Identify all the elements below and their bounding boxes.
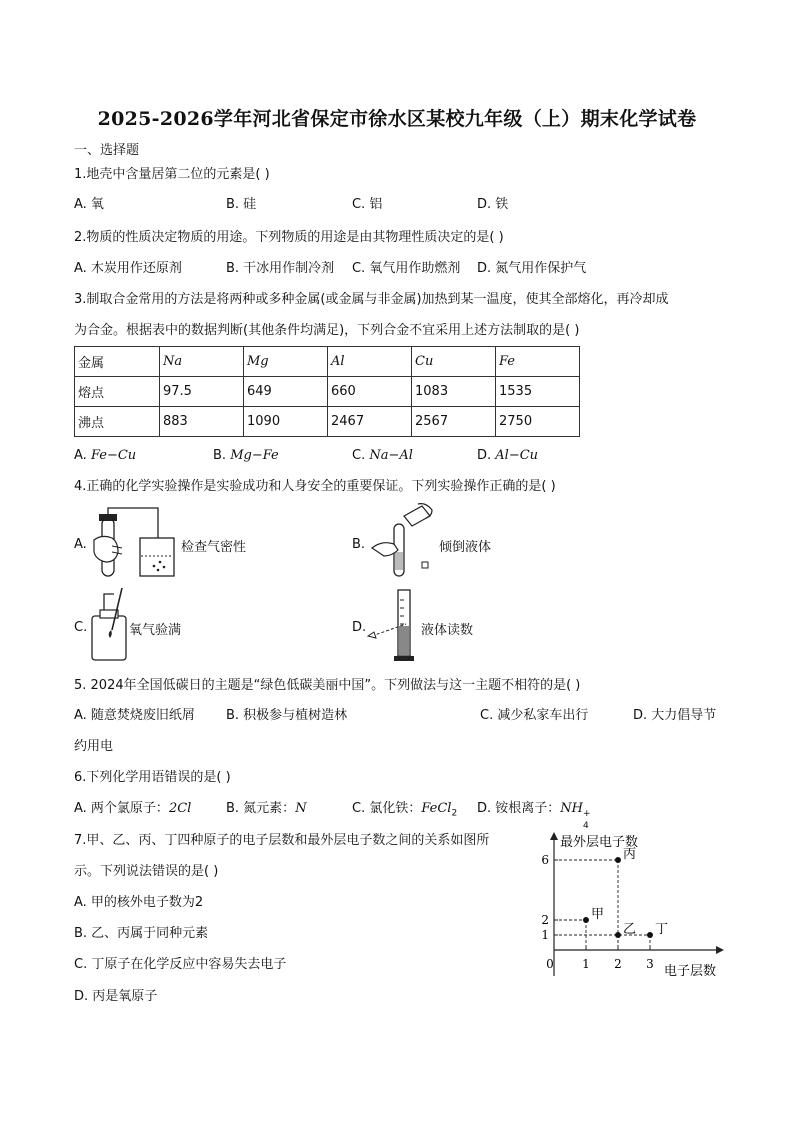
q6-stem: 6.下列化学用语错误的是( ) — [74, 770, 231, 785]
q5-option-b[interactable]: B. 积极参与植树造林 — [226, 708, 348, 723]
table-header-cell: Cu — [412, 347, 496, 377]
table-cell: 2467 — [328, 407, 412, 437]
q7-option-a[interactable]: A. 甲的核外电子数为2 — [74, 895, 204, 910]
y-axis-arrow — [550, 832, 558, 840]
airtightness-check-illustration — [88, 504, 180, 580]
y-tick-label: 2 — [541, 913, 549, 927]
table-header-row — [75, 347, 580, 377]
q3-stem-line2: 为合金。根据表中的数据判断(其他条件均满足)，下列合金不宜采用上述方法制取的是( ) — [74, 323, 580, 338]
q5-option-d[interactable]: D. 大力倡导节 — [633, 708, 717, 723]
table-row — [75, 377, 580, 407]
q1-option-c[interactable]: C. 铝 — [352, 197, 383, 212]
q2-option-c[interactable]: C. 氧气用作助燃剂 — [352, 261, 461, 276]
table-cell: 沸点 — [75, 407, 160, 437]
y-axis-label: 最外层电子数 — [560, 835, 639, 850]
q1-option-a[interactable]: A. 氧 — [74, 197, 104, 212]
y-tick-label: 1 — [541, 928, 549, 942]
section-heading: 一、选择题 — [74, 143, 140, 158]
table-header-cell: Mg — [244, 347, 328, 377]
table-cell: 2567 — [412, 407, 496, 437]
table-row — [75, 407, 580, 437]
q1-stem: 1.地壳中含量居第二位的元素是( ) — [74, 167, 270, 182]
q7-stem-line2: 示。下列说法错误的是( ) — [74, 864, 219, 879]
q4-stem: 4.正确的化学实验操作是实验成功和人身安全的重要保证。下列实验操作正确的是( ) — [74, 479, 556, 494]
table-cell: 883 — [160, 407, 244, 437]
y-tick-label: 6 — [541, 853, 549, 867]
data-point — [647, 932, 653, 938]
q3-stem-line1: 3.制取合金常用的方法是将两种或多种金属(或金属与非金属)加热到某一温度，使其全部熔化，再冷却成 — [74, 292, 669, 307]
point-label: 丙 — [623, 847, 637, 862]
data-point — [615, 932, 621, 938]
data-point — [583, 917, 589, 923]
q4-option-a-letter[interactable]: A. — [74, 537, 87, 552]
point-label: 乙 — [623, 922, 637, 937]
q7-option-d[interactable]: D. 丙是氧原子 — [74, 989, 158, 1004]
q4-option-b-text: 倾倒液体 — [439, 540, 492, 555]
point-label: 甲 — [591, 907, 605, 922]
x-tick-label: 1 — [582, 957, 590, 971]
table-header-cell: Na — [160, 347, 244, 377]
q3-option-d[interactable]: D. Al−Cu — [477, 448, 539, 463]
table-cell: 熔点 — [75, 377, 160, 407]
electron-shell-chart — [530, 826, 730, 986]
q2-option-d[interactable]: D. 氮气用作保护气 — [477, 261, 587, 276]
table-cell: 1535 — [496, 377, 580, 407]
q5-option-a[interactable]: A. 随意焚烧废旧纸屑 — [74, 708, 195, 723]
table-cell: 660 — [328, 377, 412, 407]
q6-option-d[interactable]: D. 铵根离子：NH + 4 — [477, 801, 591, 831]
table-cell: 1090 — [244, 407, 328, 437]
q6-option-a[interactable]: A. 两个氯原子：2Cl — [74, 801, 192, 816]
x-tick-label: 3 — [646, 957, 654, 971]
q1-option-b[interactable]: B. 硅 — [226, 197, 257, 212]
graduated-cylinder-reading-illustration — [366, 586, 426, 666]
q4-option-b-letter[interactable]: B. — [352, 537, 366, 552]
point-label: 丁 — [655, 922, 669, 937]
q4-option-d-text: 液体读数 — [421, 623, 474, 638]
q7-option-c[interactable]: C. 丁原子在化学反应中容易失去电子 — [74, 957, 287, 972]
q3-option-a[interactable]: A. Fe−Cu — [74, 448, 137, 463]
table-header-cell: 金属 — [75, 347, 160, 377]
q5-stem: 5. 2024年全国低碳日的主题是“绿色低碳美丽中国”。下列做法与这一主题不相符的是( ) — [74, 678, 581, 693]
x-axis-arrow — [716, 946, 724, 954]
q7-stem-line1: 7.甲、乙、丙、丁四种原子的电子层数和最外层电子数之间的关系如图所 — [74, 833, 490, 848]
table-cell: 649 — [244, 377, 328, 407]
pouring-liquid-illustration — [366, 502, 438, 580]
metal-data-table — [74, 346, 580, 437]
q6-option-c[interactable]: C. 氯化铁：FeCl$_2$ — [352, 801, 458, 819]
x-tick-label: 2 — [614, 957, 622, 971]
table-header-cell: Fe — [496, 347, 580, 377]
table-header-cell: Al — [328, 347, 412, 377]
table-cell: 97.5 — [160, 377, 244, 407]
q5-option-c[interactable]: C. 减少私家车出行 — [480, 708, 589, 723]
q5-option-d-continued: 约用电 — [74, 739, 114, 754]
q2-stem: 2.物质的性质决定物质的用途。下列物质的用途是由其物理性质决定的是( ) — [74, 230, 504, 245]
oxygen-full-test-illustration — [88, 586, 130, 664]
q6-option-b[interactable]: B. 氮元素：N — [226, 801, 307, 816]
q4-option-c-letter[interactable]: C. — [74, 620, 88, 635]
q4-option-a-text: 检查气密性 — [181, 540, 247, 555]
table-cell: 1083 — [412, 377, 496, 407]
x-axis-label: 电子层数 — [664, 964, 717, 979]
table-cell: 2750 — [496, 407, 580, 437]
q2-option-b[interactable]: B. 干冰用作制冷剂 — [226, 261, 335, 276]
q2-option-a[interactable]: A. 木炭用作还原剂 — [74, 261, 182, 276]
page-title: 2025-2026学年河北省保定市徐水区某校九年级（上）期末化学试卷 — [97, 108, 697, 130]
q7-option-b[interactable]: B. 乙、丙属于同种元素 — [74, 926, 209, 941]
q4-option-c-text: 氧气验满 — [129, 623, 182, 638]
data-point — [615, 857, 621, 863]
origin-label: 0 — [546, 957, 554, 971]
q1-option-d[interactable]: D. 铁 — [477, 197, 509, 212]
q3-option-c[interactable]: C. Na−Al — [352, 448, 413, 463]
q4-option-d-letter[interactable]: D. — [352, 620, 367, 635]
q3-option-b[interactable]: B. Mg−Fe — [213, 448, 279, 463]
